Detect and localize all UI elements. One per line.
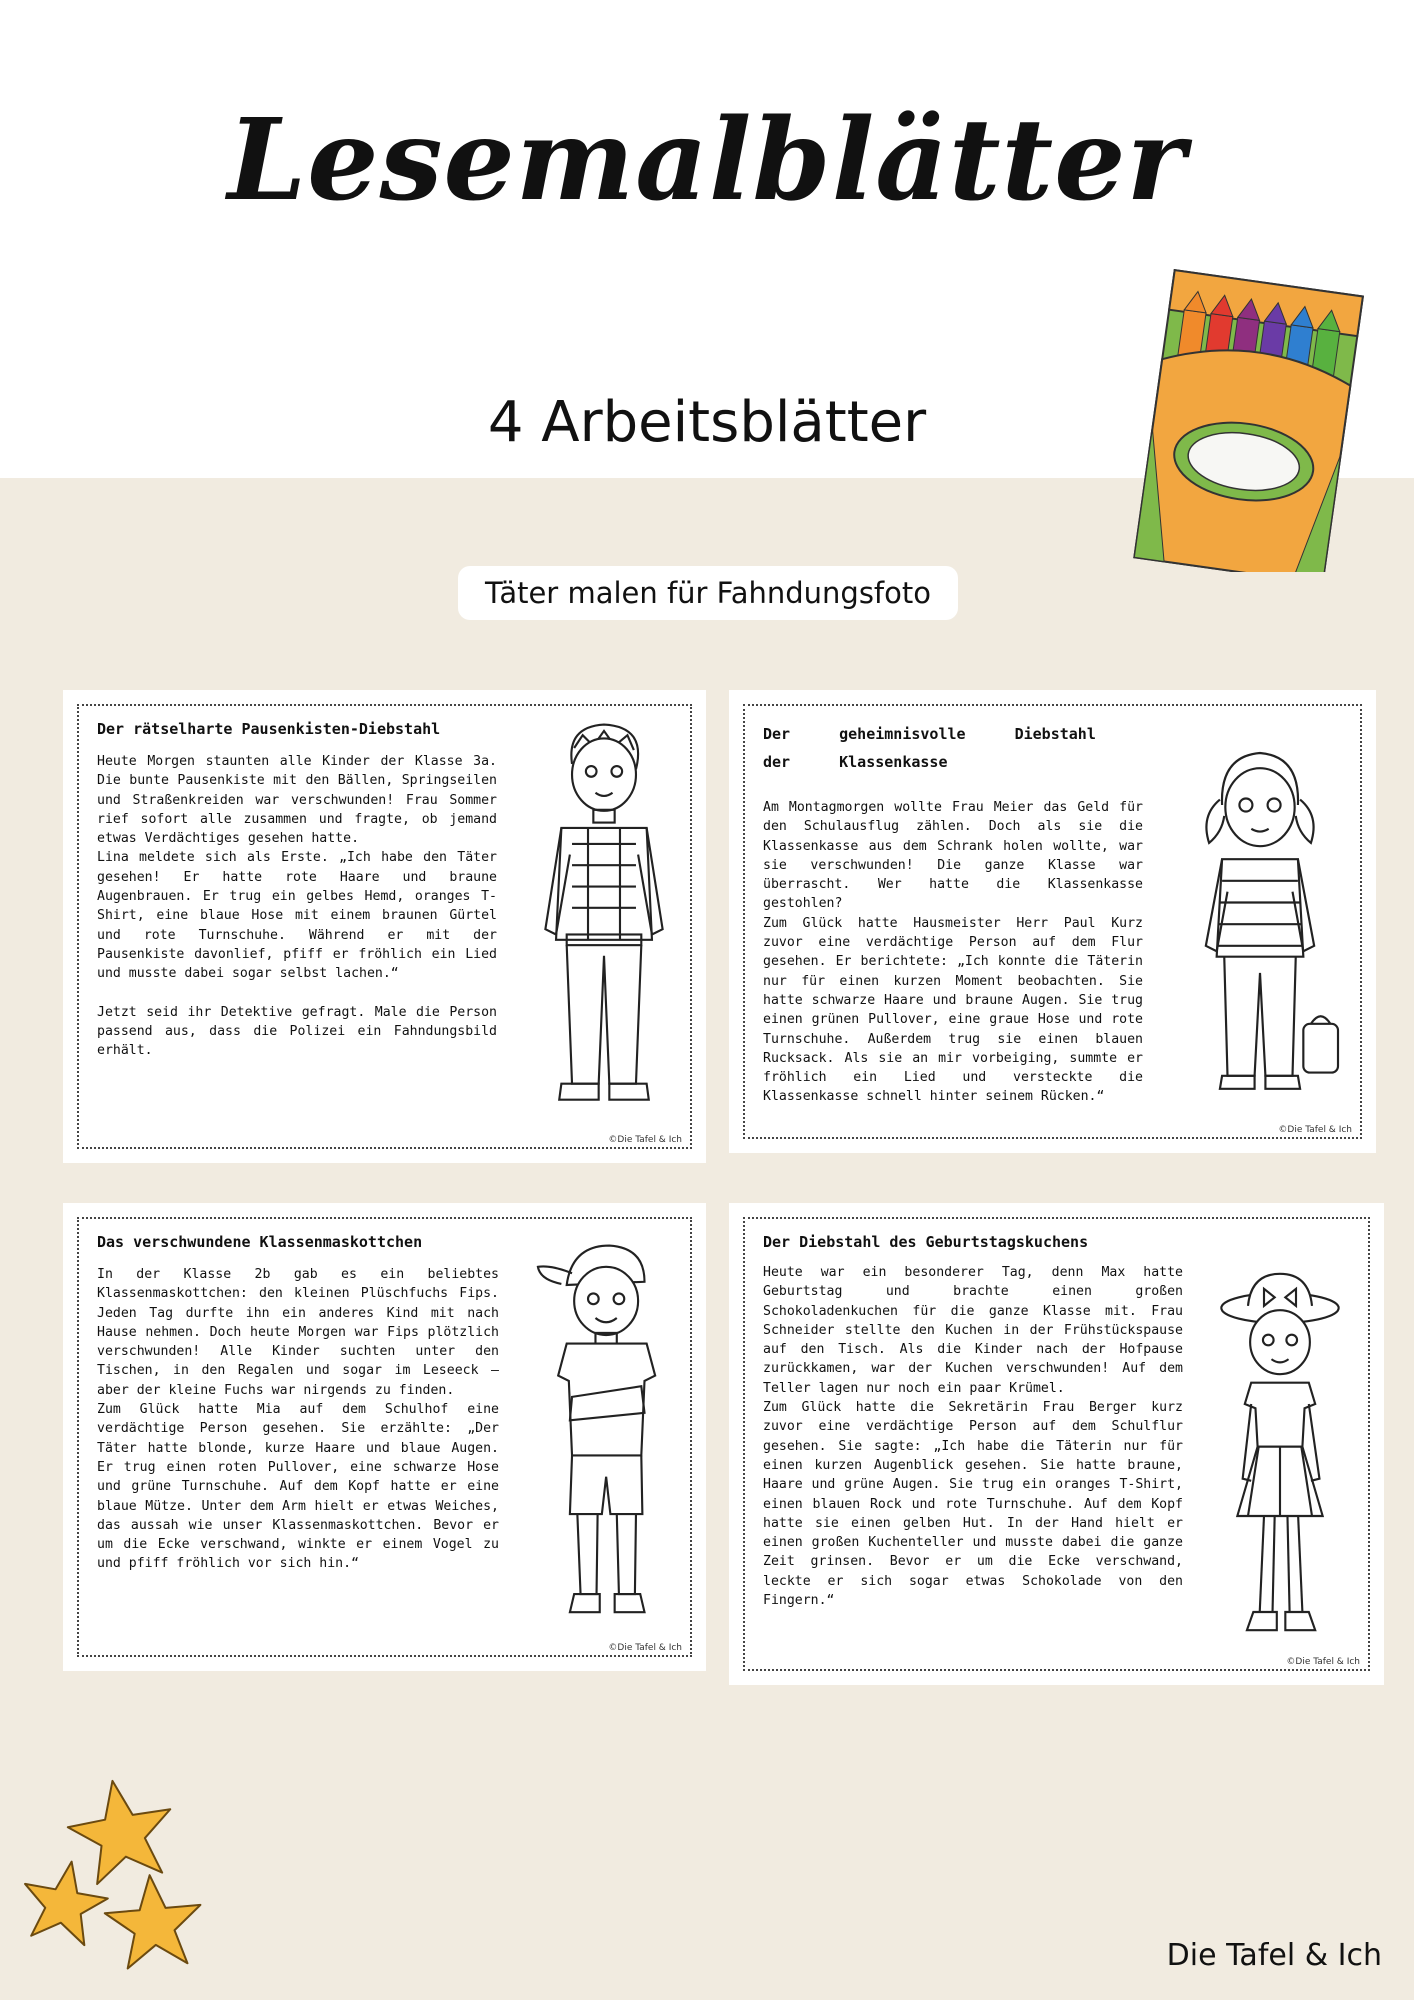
worksheet-card-3 [63, 1203, 706, 1671]
stars-icon [22, 1775, 222, 1985]
worksheet-title: Der geheimnisvolle Diebstahl der Klassenkasse [763, 725, 1096, 771]
worksheet-title: Der rätselharte Pausenkisten-Diebstahl [97, 720, 441, 738]
subtitle: 4 Arbeitsblätter [487, 390, 927, 455]
worksheet-card-1 [63, 690, 706, 1163]
copyright: ©Die Tafel & Ich [1278, 1125, 1352, 1135]
girl-hat-figure-icon [1200, 1263, 1360, 1673]
worksheet-title: Das verschwundene Klassenmaskottchen [97, 1233, 423, 1251]
worksheet-text: Heute Morgen staunten alle Kinder der Klasse 3a. Die bunte Pausenkiste mit den Bällen, Springseilen und Straßenkreiden war verschwunden! Frau Sommer rief sofort alle zusammen und fragte, ob jemand etwas Verdächtiges gesehen hatte. Lina meldete sich als Erste. „Ich habe den Täter gesehen! Er hatte rote Haare und braune Augenbrauen. Er trug ein gelbes Hemd, oranges T-Shirt, eine blaue Hose mit einem braunen Gürtel und rote Turnschuhe. Während er mit der Pausenkiste davonlief, pfiff er fröhlich ein Lied und musste dabei sogar selbst lachen.“ Jetzt seid ihr Detektive gefragt. Male die Person passend aus, dass die Polizei ein Fahndungsbild erhält. [97, 754, 497, 1059]
brand-footer: Die Tafel & Ich [1166, 1938, 1382, 1973]
topic-badge: Täter malen für Fahndungsfoto [458, 566, 958, 620]
girl-figure-icon [1175, 740, 1345, 1130]
boy-cap-figure-icon [529, 1237, 679, 1642]
copyright: ©Die Tafel & Ich [1286, 1657, 1360, 1667]
worksheet-text: Am Montagmorgen wollte Frau Meier das Geld für den Schulausflug zählen. Doch als sie die Klassenkasse aus dem Schrank holen wollte, war sie verschwunden! Die ganze Klasse war überrascht. Wer hatte die Klassenkasse gestohlen? Zum Glück hatte Hausmeister Herr Paul Kurz zuvor eine verdächtige Person auf dem Flur gesehen. Er berichtete: „Ich konnte die Täterin nur für einen kurzen Moment beobachten. Sie hatte schwarze Haare und braune Augen. Sie trug einen grünen Pullover, eine graue Hose und rote Turnschuhe. Außerdem trug sie einen blauen Rucksack. Als sie an mir vorbeiging, summte er fröhlich ein Lied und versteckte die Klassenkasse schnell hinter seinem Rücken.“ [763, 800, 1143, 1105]
boy-figure-icon [529, 716, 679, 1121]
worksheet-title: Der Diebstahl des Geburtstagskuchens [763, 1233, 1089, 1251]
worksheet-card-4 [729, 1203, 1384, 1685]
copyright: ©Die Tafel & Ich [608, 1135, 682, 1145]
page-title: Lesemalblätter [227, 95, 1187, 226]
copyright: ©Die Tafel & Ich [608, 1643, 682, 1653]
worksheet-card-2 [729, 690, 1376, 1153]
worksheet-text: Heute war ein besonderer Tag, denn Max hatte Geburtstag und brachte einen großen Schokoladenkuchen für die ganze Klasse mit. Frau Schneider stellte den Kuchen in der Frühstückspause auf den Tisch. Als die Kinder nach der Hofpause zurückkamen, war der Kuchen verschwunden! Auf dem Teller lagen nur noch ein paar Krümel. Zum Glück hatte die Sekretärin Frau Berger kurz zuvor eine verdächtige Person auf dem Schulflur gesehen. Sie sagte: „Ich habe die Täterin nur für einen kurzen Augenblick gesehen. Sie hatte braune, Haare und grüne Augen. Sie trug ein oranges T-Shirt, einen blauen Rock und rote Turnschuhe. Auf dem Kopf hatte sie einen gelben Hut. In der Hand hielt er einen großen Kuchenteller und musste dabei die ganze Zeit grinsen. Bevor er um die Ecke verschwand, leckte er sich sogar etwas Schokolade von den Fingern.“ [763, 1265, 1183, 1609]
worksheet-text: In der Klasse 2b gab es ein beliebtes Klassenmaskottchen: den kleinen Plüschfuchs Fips. Jeden Tag durfte ihn ein anderes Kind mit nach Hause nehmen. Doch heute Morgen war Fips plötzlich verschwunden! Alle Kinder suchten unter den Tischen, in den Regalen und sogar im Leseeck – aber der kleine Fuchs war nirgends zu finden. Zum Glück hatte Mia auf dem Schulhof eine verdächtige Person gesehen. Sie erzählte: „Der Täter hatte blonde, kurze Haare und blaue Augen. Er trug einen roten Pullover, eine schwarze Hose und grüne Turnschuhe. Auf dem Kopf hatte er eine blaue Mütze. Unter dem Arm hielt er etwas Weiches, das aussah wie unser Klassenmaskottchen. Bevor er um die Ecke verschwand, winkte er einem Vogel zu und pfiff fröhlich vor sich hin.“ [97, 1267, 499, 1572]
